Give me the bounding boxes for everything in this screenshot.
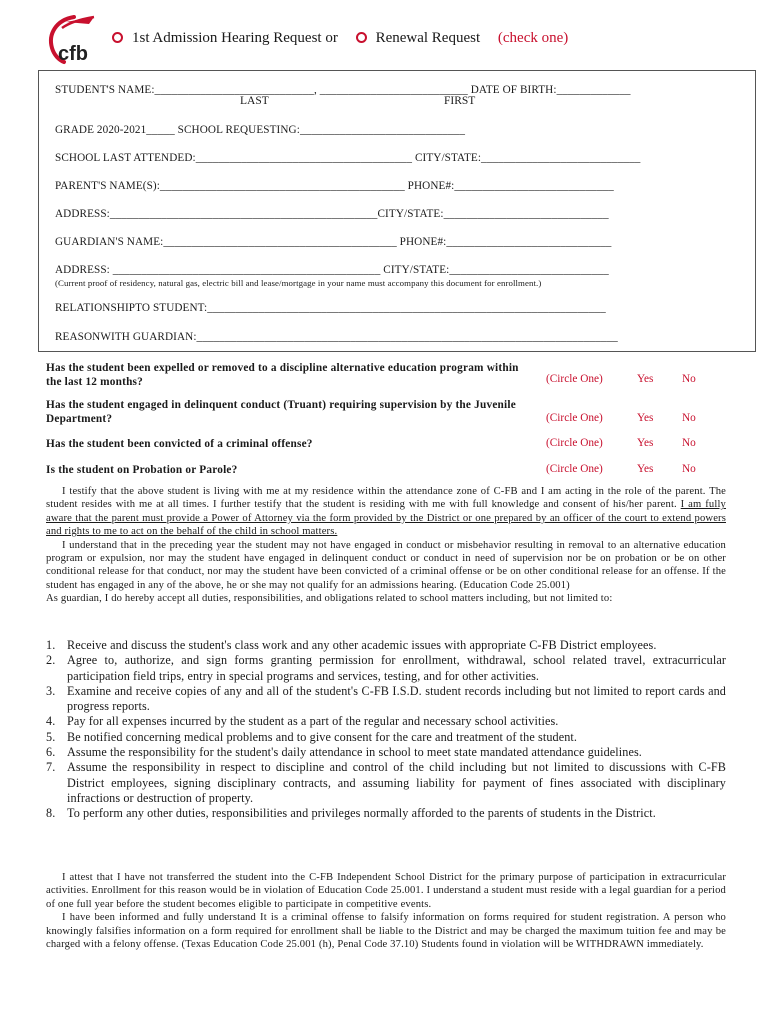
answer-yes[interactable]: Yes: [637, 412, 654, 424]
closing-block: [46, 871, 726, 951]
last-label: LAST: [240, 95, 269, 107]
school-last-attended-field[interactable]: SCHOOL LAST ATTENDED:______________________________________ CITY/STATE:____________________________: [55, 152, 641, 164]
list-item: 2. Agree to, authorize, and sign forms granting permission for enrollment, withdrawal, school related travel, extracurricular participation field trips, entry in special programs and services, testing, and for other activities.: [46, 653, 726, 683]
answer-no[interactable]: No: [682, 373, 696, 385]
list-item: 4. Pay for all expenses incurred by the student as a part of the regular and necessary school activities.: [46, 714, 559, 729]
terms-block: [46, 485, 726, 606]
proof-of-residency-note: (Current proof of residency, natural gas, electric bill and lease/mortgage in your name must accompany this document for enrollment.): [55, 278, 542, 288]
answer-yes[interactable]: Yes: [637, 463, 654, 475]
circle-one-label: (Circle One): [546, 412, 603, 424]
answer-no[interactable]: No: [682, 412, 696, 424]
logo-text: cfb: [58, 43, 88, 65]
first-label: FIRST: [444, 95, 476, 107]
parent-name-field[interactable]: PARENT'S NAME(S):___________________________________________ PHONE#:____________________________: [55, 180, 614, 192]
circle-one-label: (Circle One): [546, 373, 603, 385]
question-convicted: Has the student been convicted of a criminal offense?: [46, 438, 313, 450]
list-item: 5. Be notified concerning medical problems and to give consent for the care and treatment of the student.: [46, 729, 578, 744]
answer-no[interactable]: No: [682, 463, 696, 475]
answer-no[interactable]: No: [682, 437, 696, 449]
list-item: 8. To perform any other duties, responsibilities and privileges normally afforded to the parents of students in the District.: [46, 806, 656, 821]
admission-radio-icon[interactable]: [112, 32, 123, 43]
option-admission[interactable]: 1st Admission Hearing Request or: [112, 30, 338, 47]
student-name-field[interactable]: STUDENT'S NAME:____________________________, __________________________ DATE OF BIRTH:_____________: [55, 84, 631, 96]
address-field-2[interactable]: ADDRESS: _______________________________________________ CITY/STATE:____________________________: [55, 264, 609, 276]
guardian-name-field[interactable]: GUARDIAN'S NAME:_________________________________________ PHONE#:_____________________________: [55, 236, 612, 248]
relationship-field[interactable]: RELATIONSHIPTO STUDENT:______________________________________________________________________: [55, 302, 606, 314]
reason-field[interactable]: REASONWITH GUARDIAN:__________________________________________________________________________: [55, 331, 618, 343]
answer-yes[interactable]: Yes: [637, 373, 654, 385]
option-renewal[interactable]: Renewal Request: [356, 30, 481, 47]
list-item: 1. Receive and discuss the student's class work and any other academic issues with appropriate C-FB District employees.: [46, 638, 657, 652]
renewal-radio-icon[interactable]: [356, 32, 367, 43]
attest-paragraph: I attest that I have not transferred the student into the C-FB Independent School District for the primary purpose of participation in extracurricular activities. Enrollment for this reason would be in violation of Education Code 25.001. I understand a student must reside with a legal guardian for a period of one full year before the student becomes eligible to participate in competitive events.: [46, 872, 726, 910]
check-one-note: (check one): [497, 30, 569, 46]
address-field-1[interactable]: ADDRESS:_______________________________________________CITY/STATE:_____________________________: [55, 208, 609, 220]
testify-paragraph: I testify that the above student is living with me at my residence within the attendance zone of C-FB and I am acting in the role of the parent. The student resides with me at all times. I further testify that the student is residing with me with full knowledge and consent of his/her parent. I am fully aware that the parent must provide a Power of Attorney via the form provided by the District or one prepared by an officer of the court to extend powers and rights to me to act on the behalf of the child in school matters.: [46, 486, 726, 538]
cfb-logo: [44, 14, 102, 66]
duties-list: [46, 638, 726, 822]
power-of-attorney-note: I am fully aware that the parent must provide a Power of Attorney via the form provided by the District or one prepared by an officer of the court to extend powers and rights to me to act on the behalf of the child in school matters.: [46, 499, 726, 538]
circle-one-label: (Circle One): [546, 463, 603, 475]
list-item: 6. Assume the responsibility for the student's daily attendance in school to meet state mandated attendance guidelines.: [46, 745, 642, 760]
list-item: 7. Assume the responsibility in respect to discipline and control of the child including but not limited to discussions with C-FB District employees, signing disciplinary contracts, and assuming liability for payment of fines associated with disciplinary infractions or destruction of property.: [46, 760, 726, 805]
question-expelled: Has the student been expelled or removed to a discipline alternative education program within the last 12 months?: [46, 362, 519, 388]
circle-one-label: (Circle One): [546, 437, 603, 449]
understand-paragraph: I understand that in the preceding year the student may not have engaged in conduct or misbehavior resulting in removal to an alternative education program or expulsion, nor may the student have engaged in delinquent conduct or conduct in need of supervision nor be on probation or be on other conditional release for that conduct, nor may the student have been convicted of a criminal offense or be on other conditional release for an offense. If the student has engaged in any of the above, he or she may not qualify for an admissions hearing. (Education Code 25.001): [46, 539, 726, 591]
grade-school-field[interactable]: GRADE 2020-2021_____ SCHOOL REQUESTING:_____________________________: [55, 124, 466, 136]
informed-paragraph: I have been informed and fully understand It is a criminal offense to falsify information on forms required for student registration. A person who knowingly falsifies information on a form required for enrollment shall be liable to the District and may be charged the maximum tuition fee and may be charged with a felony offense. (Texas Education Code 25.001 (h), Penal Code 37.10) Students found in violation will be WITHDRAWN immediately.: [46, 912, 726, 951]
answer-yes[interactable]: Yes: [637, 437, 654, 449]
guardian-accept-paragraph: As guardian, I do hereby accept all duties, responsibilities, and obligations related to school matters including, but not limited to:: [46, 593, 613, 605]
question-delinquent: Has the student engaged in delinquent conduct (Truant) requiring supervision by the Juvenile Department?: [46, 399, 516, 425]
request-type-row: [112, 30, 568, 47]
list-item: 3. Examine and receive copies of any and all of the student's C-FB I.S.D. student records including but not limited to report cards and progress reports.: [46, 683, 726, 714]
question-probation: Is the student on Probation or Parole?: [46, 464, 238, 476]
